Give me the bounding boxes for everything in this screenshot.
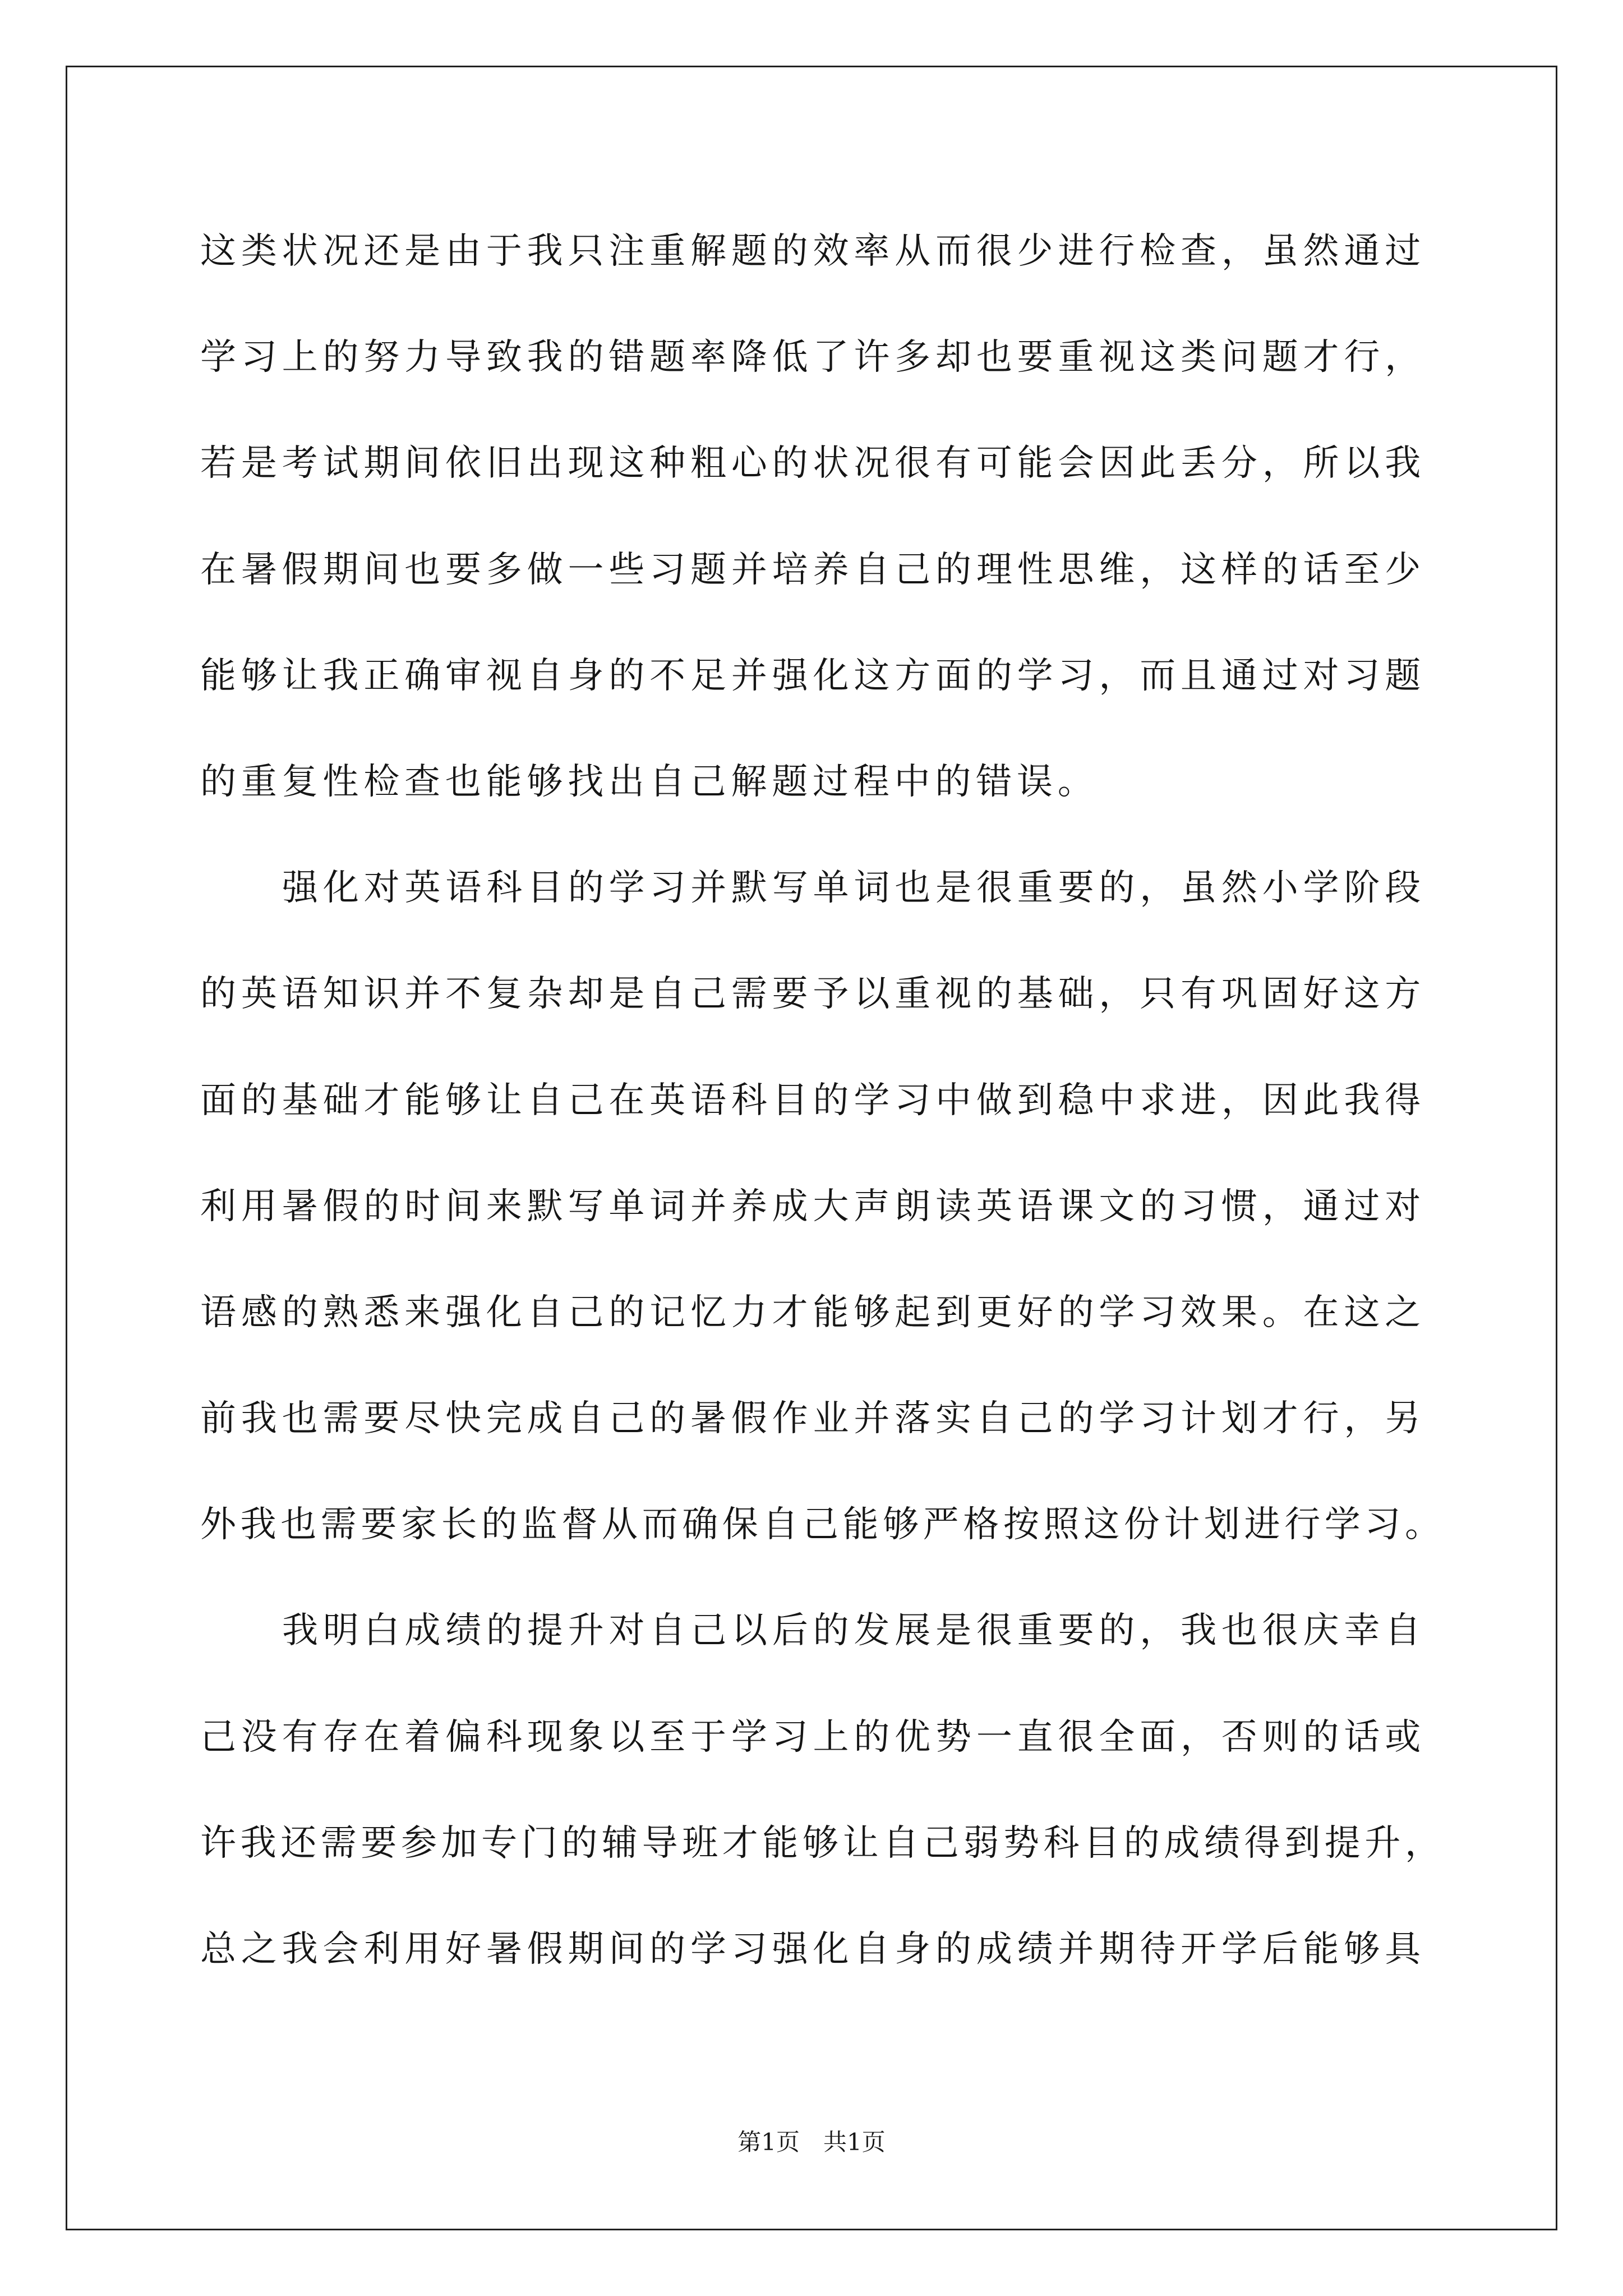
text-line: 己没有存在着偏科现象以至于学习上的优势一直很全面，否则的话或 (200, 1716, 1426, 1758)
text-line: 若是考试期间依旧出现这种粗心的状况很有可能会因此丢分，所以我 (200, 443, 1426, 485)
text-line: 利用暑假的时间来默写单词并养成大声朗读英语课文的习惯，通过对 (200, 1185, 1426, 1227)
text-line: 前我也需要尽快完成自己的暑假作业并落实自己的学习计划才行，另 (200, 1398, 1426, 1440)
paragraph (200, 199, 1426, 835)
paragraph (200, 835, 1445, 1578)
text-line: 学习上的努力导致我的错题率降低了许多却也要重视这类问题才行， (200, 337, 1426, 379)
text-line: 外我也需要家长的监督从而确保自己能够严格按照这份计划进行学习。 (200, 1504, 1445, 1546)
document-body (200, 199, 1445, 2003)
text-line: 这类状况还是由于我只注重解题的效率从而很少进行检查，虽然通过 (200, 231, 1426, 272)
paragraph (200, 1578, 1445, 2003)
page-footer: 第1页 共1页 (737, 2128, 886, 2156)
text-line: 强化对英语科目的学习并默写单词也是很重要的，虽然小学阶段 (282, 867, 1426, 909)
text-line: 总之我会利用好暑假期间的学习强化自身的成绩并期待开学后能够具 (200, 1929, 1426, 1970)
text-line: 我明白成绩的提升对自己以后的发展是很重要的，我也很庆幸自 (282, 1610, 1426, 1652)
text-line: 许我还需要参加专门的辅导班才能够让自己弱势科目的成绩得到提升， (200, 1822, 1445, 1864)
text-line: 的重复性检查也能够找出自己解题过程中的错误。 (200, 761, 1099, 803)
text-line: 在暑假期间也要多做一些习题并培养自己的理性思维，这样的话至少 (200, 549, 1426, 591)
text-line: 语感的熟悉来强化自己的记忆力才能够起到更好的学习效果。在这之 (200, 1291, 1426, 1333)
text-line: 的英语知识并不复杂却是自己需要予以重视的基础，只有巩固好这方 (200, 973, 1426, 1015)
text-line: 面的基础才能够让自己在英语科目的学习中做到稳中求进，因此我得 (200, 1079, 1426, 1121)
text-line: 能够让我正确审视自身的不足并强化这方面的学习，而且通过对习题 (200, 655, 1426, 697)
